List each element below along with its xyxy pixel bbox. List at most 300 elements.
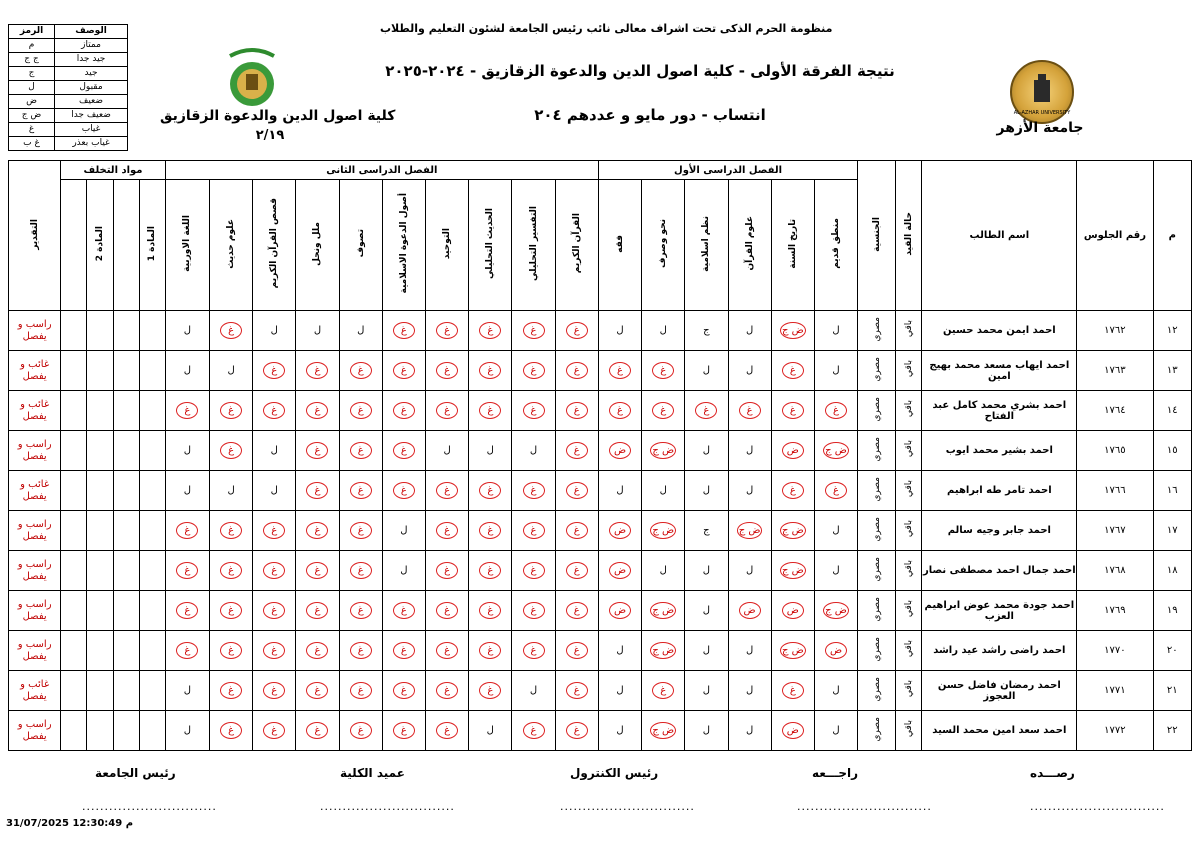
vertical-text: مصري [871,516,882,542]
grade-cell [209,311,252,351]
grade-cell [165,511,209,551]
grade-fail-circle: غ [782,362,804,379]
grade-fail-circle: غ [652,362,674,379]
grade-cell [685,671,728,711]
group-first-semester: الفصل الدراسى الأول [598,161,857,180]
sig-line-4: .............................. [320,800,455,813]
carry-blank-cell [61,591,87,631]
grade-cell [728,391,771,431]
grade-cell [382,471,425,511]
legend-header [9,25,128,39]
grade-fail-circle: ض [609,602,631,619]
grade-cell [771,551,814,591]
grade-value: ل [616,325,624,336]
col-s1-subject: فقه [598,180,641,311]
grade-cell [512,391,555,431]
grade-value: ل [832,365,840,376]
row-number-cell: ١٢ [1153,311,1191,351]
grade-cell [382,351,425,391]
grade-cell [771,711,814,751]
carry-2-cell [87,711,113,751]
grade-cell [296,391,339,431]
carry-1-cell [139,711,165,751]
grade-fail-circle: غ [436,362,458,379]
grade-cell [165,671,209,711]
legend-desc: غياب بعذر [55,137,128,151]
grade-cell [512,551,555,591]
sig-reviewed: راجـــعه [812,766,859,780]
student-name-cell: احمد جابر وجيه سالم [922,511,1077,551]
report-subtitle: انتساب - دور مايو و عددهم ٢٠٤ [534,106,766,124]
grade-cell [253,511,296,551]
col-s2-subject: التفسير التحليلي [512,180,555,311]
col-s2-subject: اللغة الاوربية [165,180,209,311]
grade-value: ل [832,565,840,576]
grade-cell [555,351,598,391]
grade-value: ل [832,725,840,736]
nationality-cell [858,711,896,751]
legend-desc: الوصف [55,25,128,39]
faculty-emblem-icon [224,46,280,110]
grade-cell [253,311,296,351]
grade-value: ل [529,685,538,696]
status-cell [896,511,922,551]
col-s1-subject: نظم اسلامية [685,180,728,311]
grade-fail-circle: غ [566,682,588,699]
seat-number-cell: ١٧٧٢ [1077,711,1153,751]
seat-number-cell: ١٧٦٣ [1077,351,1153,391]
grade-cell [642,431,685,471]
carry-blank-cell [113,471,139,511]
grade-cell [512,431,555,471]
grade-fail-circle: غ [436,482,458,499]
grade-cell [555,631,598,671]
table-row [9,351,1192,391]
grade-cell [253,551,296,591]
grade-cell [598,631,641,671]
grade-cell [296,351,339,391]
grade-cell [642,631,685,671]
status-cell [896,431,922,471]
grade-cell [814,711,857,751]
grade-cell [469,591,512,631]
grade-cell [296,671,339,711]
grade-cell [728,631,771,671]
grade-fail-circle: غ [695,402,717,419]
row-number-cell: ٢١ [1153,671,1191,711]
grade-cell [209,351,252,391]
sig-dean: عميد الكلية [340,766,405,780]
grade-cell [685,311,728,351]
grade-cell [165,591,209,631]
student-name-cell: احمد تامر طه ابراهيم [922,471,1077,511]
grade-fail-circle: غ [263,722,285,739]
grade-fail-circle: غ [479,522,501,539]
legend-desc: ضعيف جدا [55,109,128,123]
carry-blank-cell [61,631,87,671]
grade-fail-circle: غ [782,482,804,499]
grade-cell [253,391,296,431]
grade-fail-circle: غ [393,482,415,499]
grade-fail-circle: غ [566,362,588,379]
grade-fail-circle: غ [523,602,545,619]
grade-cell [642,511,685,551]
faculty-name: كلية اصول الدين والدعوة الزقازيق [160,108,396,124]
status-cell [896,671,922,711]
legend-code: غ [9,123,55,137]
grade-fail-circle: ض ج [737,522,763,539]
grade-fail-circle: غ [393,642,415,659]
grade-value: ل [183,725,192,736]
grade-fail-circle: غ [436,682,458,699]
table-row [9,631,1192,671]
grade-fail-circle: غ [566,482,588,499]
grade-fail-circle: غ [220,442,242,459]
col-s2-subject: التوحيد [426,180,469,311]
result-cell: غائب و يفصل [9,671,61,711]
sig-recorded: رصـــده [1030,766,1075,780]
vertical-text: مصري [871,556,882,582]
grade-fail-circle: غ [566,522,588,539]
grade-fail-circle: غ [479,562,501,579]
grade-cell [469,311,512,351]
grade-value: ل [183,325,192,336]
grade-cell [685,511,728,551]
grade-cell [555,671,598,711]
result-cell: راسب و يفصل [9,511,61,551]
carry-2-cell [87,591,113,631]
grade-cell [339,351,382,391]
legend-code: الرمز [9,25,55,39]
student-name-cell: احمد سعد امين محمد السيد [922,711,1077,751]
grade-cell [555,391,598,431]
grade-fail-circle: غ [393,362,415,379]
grade-fail-circle: غ [176,402,198,419]
grade-cell [512,511,555,551]
grade-value: ل [270,325,278,336]
carry-blank-cell [61,711,87,751]
grade-fail-circle: غ [782,682,804,699]
grade-fail-circle: غ [220,602,242,619]
status-cell [896,591,922,631]
grade-fail-circle: غ [220,322,242,339]
grade-value: ل [702,565,711,576]
carry-blank-cell [113,391,139,431]
row-number-cell: ١٥ [1153,431,1191,471]
grade-value: ل [832,325,840,336]
grade-fail-circle: غ [176,522,198,539]
nationality-cell [858,471,896,511]
carry-blank-cell [113,671,139,711]
grade-fail-circle: ض ج [650,642,676,659]
grade-value: ل [227,365,235,376]
col-s1-subject: منطق قديم [814,180,857,311]
table-row [9,471,1192,511]
student-name-cell: احمد رمضان فاضل حسن العجوز [922,671,1077,711]
grade-value: ل [400,565,408,576]
grade-fail-circle: ض [782,602,804,619]
grade-value: ل [745,725,754,736]
carry-blank-cell [113,551,139,591]
vertical-text: مصري [871,316,882,342]
legend-code: ل [9,81,55,95]
grade-value: ل [313,325,322,336]
grade-cell [512,311,555,351]
grade-fail-circle: ض [739,602,761,619]
vertical-text: باقي [903,680,914,698]
grade-value: ل [400,525,408,536]
page-number: ٢/١٩ [255,128,285,143]
carry-1-cell [139,391,165,431]
vertical-text: باقي [903,440,914,458]
legend-code: ض [9,95,55,109]
result-cell: راسب و يفصل [9,311,61,351]
grade-fail-circle: غ [220,562,242,579]
result-cell: غائب و يفصل [9,391,61,431]
grade-value: ل [745,445,754,456]
grade-cell [642,391,685,431]
sig-line-5: .............................. [82,800,217,813]
grade-cell [728,351,771,391]
grade-cell [339,671,382,711]
grade-fail-circle: غ [350,442,372,459]
grade-value: ل [702,725,711,736]
grade-cell [426,631,469,671]
grade-cell [814,391,857,431]
carry-blank-cell [61,551,87,591]
grade-cell [814,671,857,711]
row-number-cell: ١٣ [1153,351,1191,391]
grade-cell [685,351,728,391]
grade-cell [728,471,771,511]
grade-cell [296,431,339,471]
grade-cell [469,471,512,511]
vertical-text: مصري [871,596,882,622]
grade-fail-circle: غ [609,362,631,379]
row-number-cell: ١٤ [1153,391,1191,431]
vertical-text: مصري [871,356,882,382]
col-status: حالة القيد [896,161,922,311]
grade-cell [771,591,814,631]
grade-cell [339,511,382,551]
grade-value: ل [659,485,667,496]
grade-value: ل [745,685,754,696]
grade-value: ل [745,365,754,376]
sig-line-3: .............................. [560,800,695,813]
grade-cell [426,511,469,551]
grade-cell [814,471,857,511]
grade-cell [253,351,296,391]
grade-cell [512,591,555,631]
grade-fail-circle: غ [523,642,545,659]
grade-value: ل [183,685,192,696]
grade-fail-circle: غ [479,322,501,339]
grade-fail-circle: غ [263,362,285,379]
grade-cell [512,471,555,511]
grade-cell [555,551,598,591]
grade-fail-circle: غ [306,402,328,419]
carry-1-cell [139,631,165,671]
student-name-cell: احمد جودة محمد عوض ابراهيم العزب [922,591,1077,631]
vertical-text: مصري [871,716,882,742]
row-number-cell: ١٦ [1153,471,1191,511]
grade-fail-circle: غ [393,682,415,699]
grade-cell [685,471,728,511]
grade-cell [728,431,771,471]
nationality-cell [858,591,896,631]
grade-fail-circle: ض ج [780,562,806,579]
grade-cell [598,671,641,711]
grade-fail-circle: ض ج [650,522,676,539]
grade-cell [426,671,469,711]
grade-value: ل [832,685,840,696]
grade-fail-circle: غ [782,402,804,419]
grade-value: ل [227,485,235,496]
vertical-text: باقي [903,400,914,418]
grade-fail-circle: ض [609,562,631,579]
grade-cell [598,551,641,591]
grade-cell [165,431,209,471]
nationality-cell [858,511,896,551]
grade-cell [555,511,598,551]
grade-value: ل [616,725,624,736]
grade-value: ل [745,645,754,656]
legend-desc: غياب [55,123,128,137]
grade-fail-circle: غ [825,402,847,419]
grade-fail-circle: ض ج [650,602,676,619]
carry-1-cell [139,351,165,391]
grade-cell [642,671,685,711]
carry-2-cell [87,351,113,391]
grade-fail-circle: غ [523,722,545,739]
grade-fail-circle: غ [350,682,372,699]
grade-cell [339,551,382,591]
grade-legend [8,24,128,151]
grade-fail-circle: ض [782,722,804,739]
carry-1-cell [139,671,165,711]
print-timestamp: 31/07/2025 12:30:49 م [6,818,134,829]
grade-cell [339,311,382,351]
grade-fail-circle: ض ج [650,722,676,739]
grade-cell [209,671,252,711]
grade-fail-circle: غ [350,642,372,659]
grade-cell [296,511,339,551]
legend-row [9,95,128,109]
nationality-cell [858,311,896,351]
grade-fail-circle: غ [263,522,285,539]
grade-cell [339,591,382,631]
student-name-cell: احمد ايهاب مسعد محمد بهيج امين [922,351,1077,391]
col-s2-subject: أصول الدعوة الاسلامية [382,180,425,311]
grade-value: ل [702,485,711,496]
grade-fail-circle: غ [306,522,328,539]
grade-value: ل [270,445,278,456]
carry-blank-cell [61,511,87,551]
grade-value: ل [702,605,711,616]
carry-1-cell [139,511,165,551]
col-student-name: اسم الطالب [922,161,1077,311]
grade-value: ل [443,445,451,456]
grade-cell [469,351,512,391]
grade-fail-circle: غ [306,682,328,699]
grade-cell [685,591,728,631]
carry-blank-cell [113,351,139,391]
grade-cell [469,551,512,591]
grade-fail-circle: غ [566,442,588,459]
grade-fail-circle: غ [523,562,545,579]
vertical-text: باقي [903,560,914,578]
grade-cell [512,671,555,711]
seat-number-cell: ١٧٦٧ [1077,511,1153,551]
report-title: نتيجة الفرقة الأولى - كلية اصول الدين والدعوة الزقازيق - ٢٠٢٤-٢٠٢٥ [385,62,895,80]
grade-cell [209,551,252,591]
grade-cell [165,311,209,351]
grade-cell [296,551,339,591]
grade-fail-circle: غ [350,362,372,379]
grade-value: ل [616,645,624,656]
carry-blank-cell [113,311,139,351]
grade-cell [382,711,425,751]
vertical-text: مصري [871,676,882,702]
col-s1-subject: علوم القرآن [728,180,771,311]
col-s2-subject: ملل ونحل [296,180,339,311]
group-carry: مواد التخلف [61,161,166,180]
carry-blank-col [61,180,87,311]
grade-fail-circle: غ [306,442,328,459]
result-cell: غائب و يفصل [9,471,61,511]
result-cell: راسب و يفصل [9,591,61,631]
grade-cell [469,391,512,431]
grade-cell [685,551,728,591]
col-s2-subject: القرآن الكريم [555,180,598,311]
result-cell: راسب و يفصل [9,711,61,751]
legend-desc: ضعيف [55,95,128,109]
grade-fail-circle: غ [306,722,328,739]
grade-value: ل [702,685,711,696]
grade-fail-circle: غ [220,682,242,699]
carry-blank-cell [61,671,87,711]
grade-cell [469,511,512,551]
grade-fail-circle: غ [393,402,415,419]
grade-fail-circle: غ [436,562,458,579]
grade-fail-circle: غ [566,322,588,339]
grade-cell [555,431,598,471]
grade-cell [598,711,641,751]
grade-cell [209,431,252,471]
carry-blank-cell [61,311,87,351]
student-name-cell: احمد بشير محمد ايوب [922,431,1077,471]
table-row [9,391,1192,431]
table-row [9,671,1192,711]
grade-cell [814,311,857,351]
grade-fail-circle: غ [436,722,458,739]
grade-cell [642,311,685,351]
grade-cell [296,711,339,751]
grade-cell [382,431,425,471]
vertical-text: باقي [903,320,914,338]
grade-value: ل [529,445,538,456]
table-row [9,591,1192,631]
grade-fail-circle: غ [479,642,501,659]
system-header: منظومة الحرم الذكى تحت اشراف معالى نائب رئيس الجامعة لشئون التعليم والطلاب [380,22,833,35]
grade-fail-circle: غ [350,602,372,619]
grade-fail-circle: غ [652,682,674,699]
carry-blank-cell [113,511,139,551]
seat-number-cell: ١٧٧١ [1077,671,1153,711]
legend-row [9,109,128,123]
col-seat-number: رقم الجلوس [1077,161,1153,311]
grade-cell [598,471,641,511]
